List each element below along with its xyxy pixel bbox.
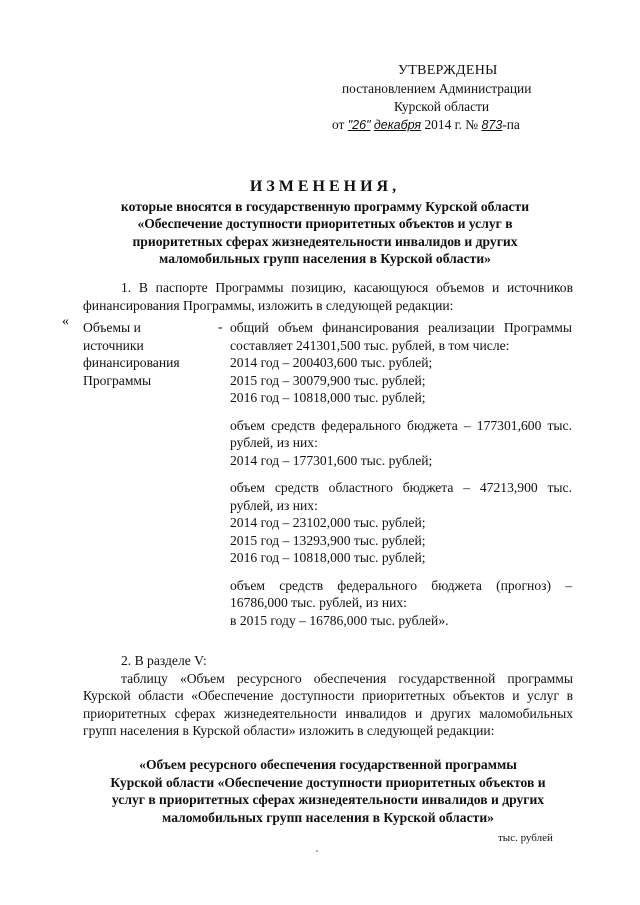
- funding-block-regional: [230, 479, 572, 567]
- funding-line: 2014 год – 23102,000 тыс. рублей;: [230, 515, 426, 530]
- section-2-title: 2. В разделе V:: [121, 653, 207, 668]
- date-year: 2014 г. №: [424, 117, 479, 132]
- heading-line: маломобильных групп населения в Курской области»: [159, 251, 491, 266]
- approval-date-line: [332, 116, 592, 134]
- approval-line-2: Курской области: [394, 99, 490, 114]
- approval-line-1: постановлением Администрации: [342, 81, 532, 96]
- funding-line: объем средств областного бюджета – 47213,900 тыс. рублей, из них:: [230, 480, 572, 513]
- funding-line: 2014 год – 177301,600 тыс. рублей;: [230, 452, 433, 468]
- funding-line: 2015 год – 13293,900 тыс. рублей;: [230, 532, 426, 548]
- funding-block-federal-forecast: [230, 577, 572, 630]
- table-dash: -: [218, 319, 223, 334]
- document-heading: [90, 178, 560, 268]
- funding-line: 2016 год – 10818,000 тыс. рублей;: [230, 550, 426, 565]
- funding-block-total: [230, 319, 572, 407]
- section-2-text: таблицу «Объем ресурсного обеспечения государственной программы Курской области «Обеспечение доступности приоритетных объектов и услуг в приоритетных сферах жизнедеятельности инвалидов и других маломобильных групп населения в Курской области» изложить в следующей редакции:: [83, 670, 573, 738]
- table-heading-line: «Объем ресурсного обеспечения государственной программы: [139, 757, 517, 772]
- heading-line: «Обеспечение доступности приоритетных объектов и услуг в: [137, 216, 513, 231]
- funding-block-federal: [230, 417, 572, 470]
- heading-line: приоритетных сферах жизнедеятельности инвалидов и других: [132, 233, 518, 249]
- date-prefix: от: [332, 117, 345, 132]
- section-1-paragraph: 1. В паспорте Программы позицию, касающуюся объемов и источников финансирования Программы, изложить в следующей редакции:: [83, 280, 573, 313]
- table-heading-line: маломобильных групп населения в Курской области»: [162, 809, 494, 825]
- approval-block: [332, 62, 592, 134]
- date-suffix: -па: [502, 117, 520, 132]
- table-heading-line: Курской области «Обеспечение доступности приоритетных объектов и: [110, 774, 546, 790]
- units-label: тыс. рублей: [498, 832, 553, 844]
- funding-line: объем средств федерального бюджета – 177301,600 тыс. рублей, из них:: [230, 417, 572, 450]
- section-2: [83, 652, 573, 740]
- table-heading-line: услуг в приоритетных сферах жизнедеятельности инвалидов и других: [111, 792, 545, 807]
- heading-main: ИЗМЕНЕНИЯ,: [249, 178, 401, 195]
- funding-line: 2015 год – 30079,900 тыс. рублей;: [230, 372, 426, 388]
- heading-line: которые вносятся в государственную программу Курской области: [120, 198, 530, 214]
- approval-title: УТВЕРЖДЕНЫ: [398, 63, 498, 78]
- table-left-label: Объемы и источники финансирования Программы: [83, 320, 180, 388]
- table-heading: [83, 756, 573, 826]
- funding-line: объем средств федерального бюджета (прогноз) – 16786,000 тыс. рублей, из них:: [230, 577, 572, 610]
- open-quote: «: [62, 314, 69, 329]
- funding-line: 2016 год – 10818,000 тыс. рублей;: [230, 390, 426, 405]
- funding-line: в 2015 году – 16786,000 тыс. рублей».: [230, 612, 449, 628]
- date-month: декабря: [373, 118, 422, 132]
- date-day: "26": [347, 118, 371, 132]
- date-number: 873: [481, 118, 503, 132]
- table-right-column: [230, 319, 572, 639]
- scan-speck: [316, 850, 318, 852]
- funding-line: общий объем финансирования реализации Программы составляет 241301,500 тыс. рублей, в том числе:: [230, 320, 572, 353]
- funding-line: 2014 год – 200403,600 тыс. рублей;: [230, 355, 433, 370]
